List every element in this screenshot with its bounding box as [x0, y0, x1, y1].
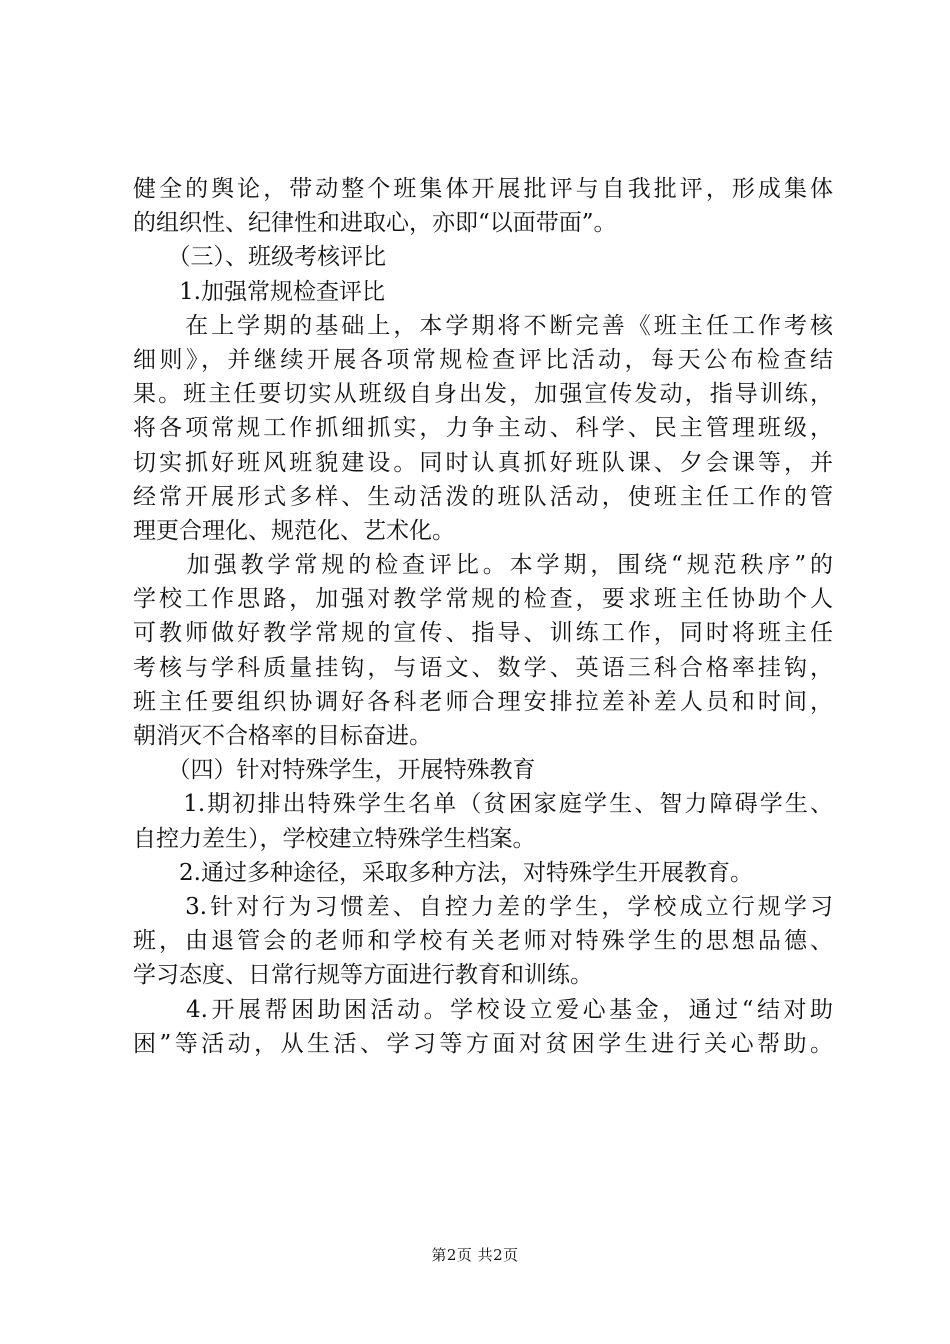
text-line: 将各项常规工作抓细抓实，力争主动、科学、民主管理班级，: [133, 415, 833, 442]
text-line: 经常开展形式多样、生动活泼的班队活动，使班主任工作的管: [133, 483, 833, 510]
text-line: 果。班主任要切实从班级自身出发，加强宣传发动，指导训练，: [133, 381, 833, 408]
document-body: [133, 172, 833, 1061]
text-line: 健全的舆论，带动整个班集体开展批评与自我批评，形成集体: [133, 176, 833, 202]
text-line: 切实抓好班风班貌建设。同时认真抓好班队课、夕会课等，并: [133, 449, 833, 476]
subsection-heading: 1.加强常规检查评比: [133, 278, 385, 305]
text-line: 的组织性、纪律性和进取心，亦即“以面带面”。: [133, 210, 617, 237]
text-line: 班，由退管会的老师和学校有关老师对特殊学生的思想品德、: [133, 928, 833, 955]
text-line: 在上学期的基础上，本学期将不断完善《班主任工作考核: [133, 312, 833, 339]
section-heading: （四）针对特殊学生，开展特殊教育: [133, 757, 536, 784]
text-line: 可教师做好教学常规的宣传、指导、训练工作，同时将班主任: [133, 620, 833, 647]
text-line: 4.开展帮困助困活动。学校设立爱心基金，通过“结对助: [133, 996, 833, 1023]
text-line: 加强教学常规的检查评比。本学期，围绕“规范秩序”的: [133, 552, 833, 579]
text-line: 自控力差生），学校建立特殊学生档案。: [133, 825, 536, 852]
text-line: 细则》，并继续开展各项常规检查评比活动，每天公布检查结: [133, 346, 833, 373]
text-line: 班主任要组织协调好各科老师合理安排拉差补差人员和时间，: [133, 688, 833, 715]
text-line: 1.期初排出特殊学生名单（贫困家庭学生、智力障碍学生、: [133, 791, 833, 818]
text-line: 考核与学科质量挂钩，与语文、数学、英语三科合格率挂钩，: [133, 654, 833, 681]
text-line: 2.通过多种途径，采取多种方法，对特殊学生开展教育。: [133, 859, 753, 886]
text-line: 3.针对行为习惯差、自控力差的学生，学校成立行规学习: [133, 893, 833, 920]
section-heading: （三）、班级考核评比: [133, 244, 386, 271]
text-line: 理更合理化、规范化、艺术化。: [133, 517, 455, 544]
text-line: 学校工作思路，加强对教学常规的检查，要求班主任协助个人: [133, 586, 833, 613]
text-line: 学习态度、日常行规等方面进行教育和训练。: [133, 962, 593, 989]
page-number-footer: 第2页 共2页: [431, 1246, 519, 1264]
text-line: 困”等活动，从生活、学习等方面对贫困学生进行关心帮助。: [133, 1030, 833, 1057]
text-line: 朝消灭不合格率的目标奋进。: [133, 723, 432, 749]
